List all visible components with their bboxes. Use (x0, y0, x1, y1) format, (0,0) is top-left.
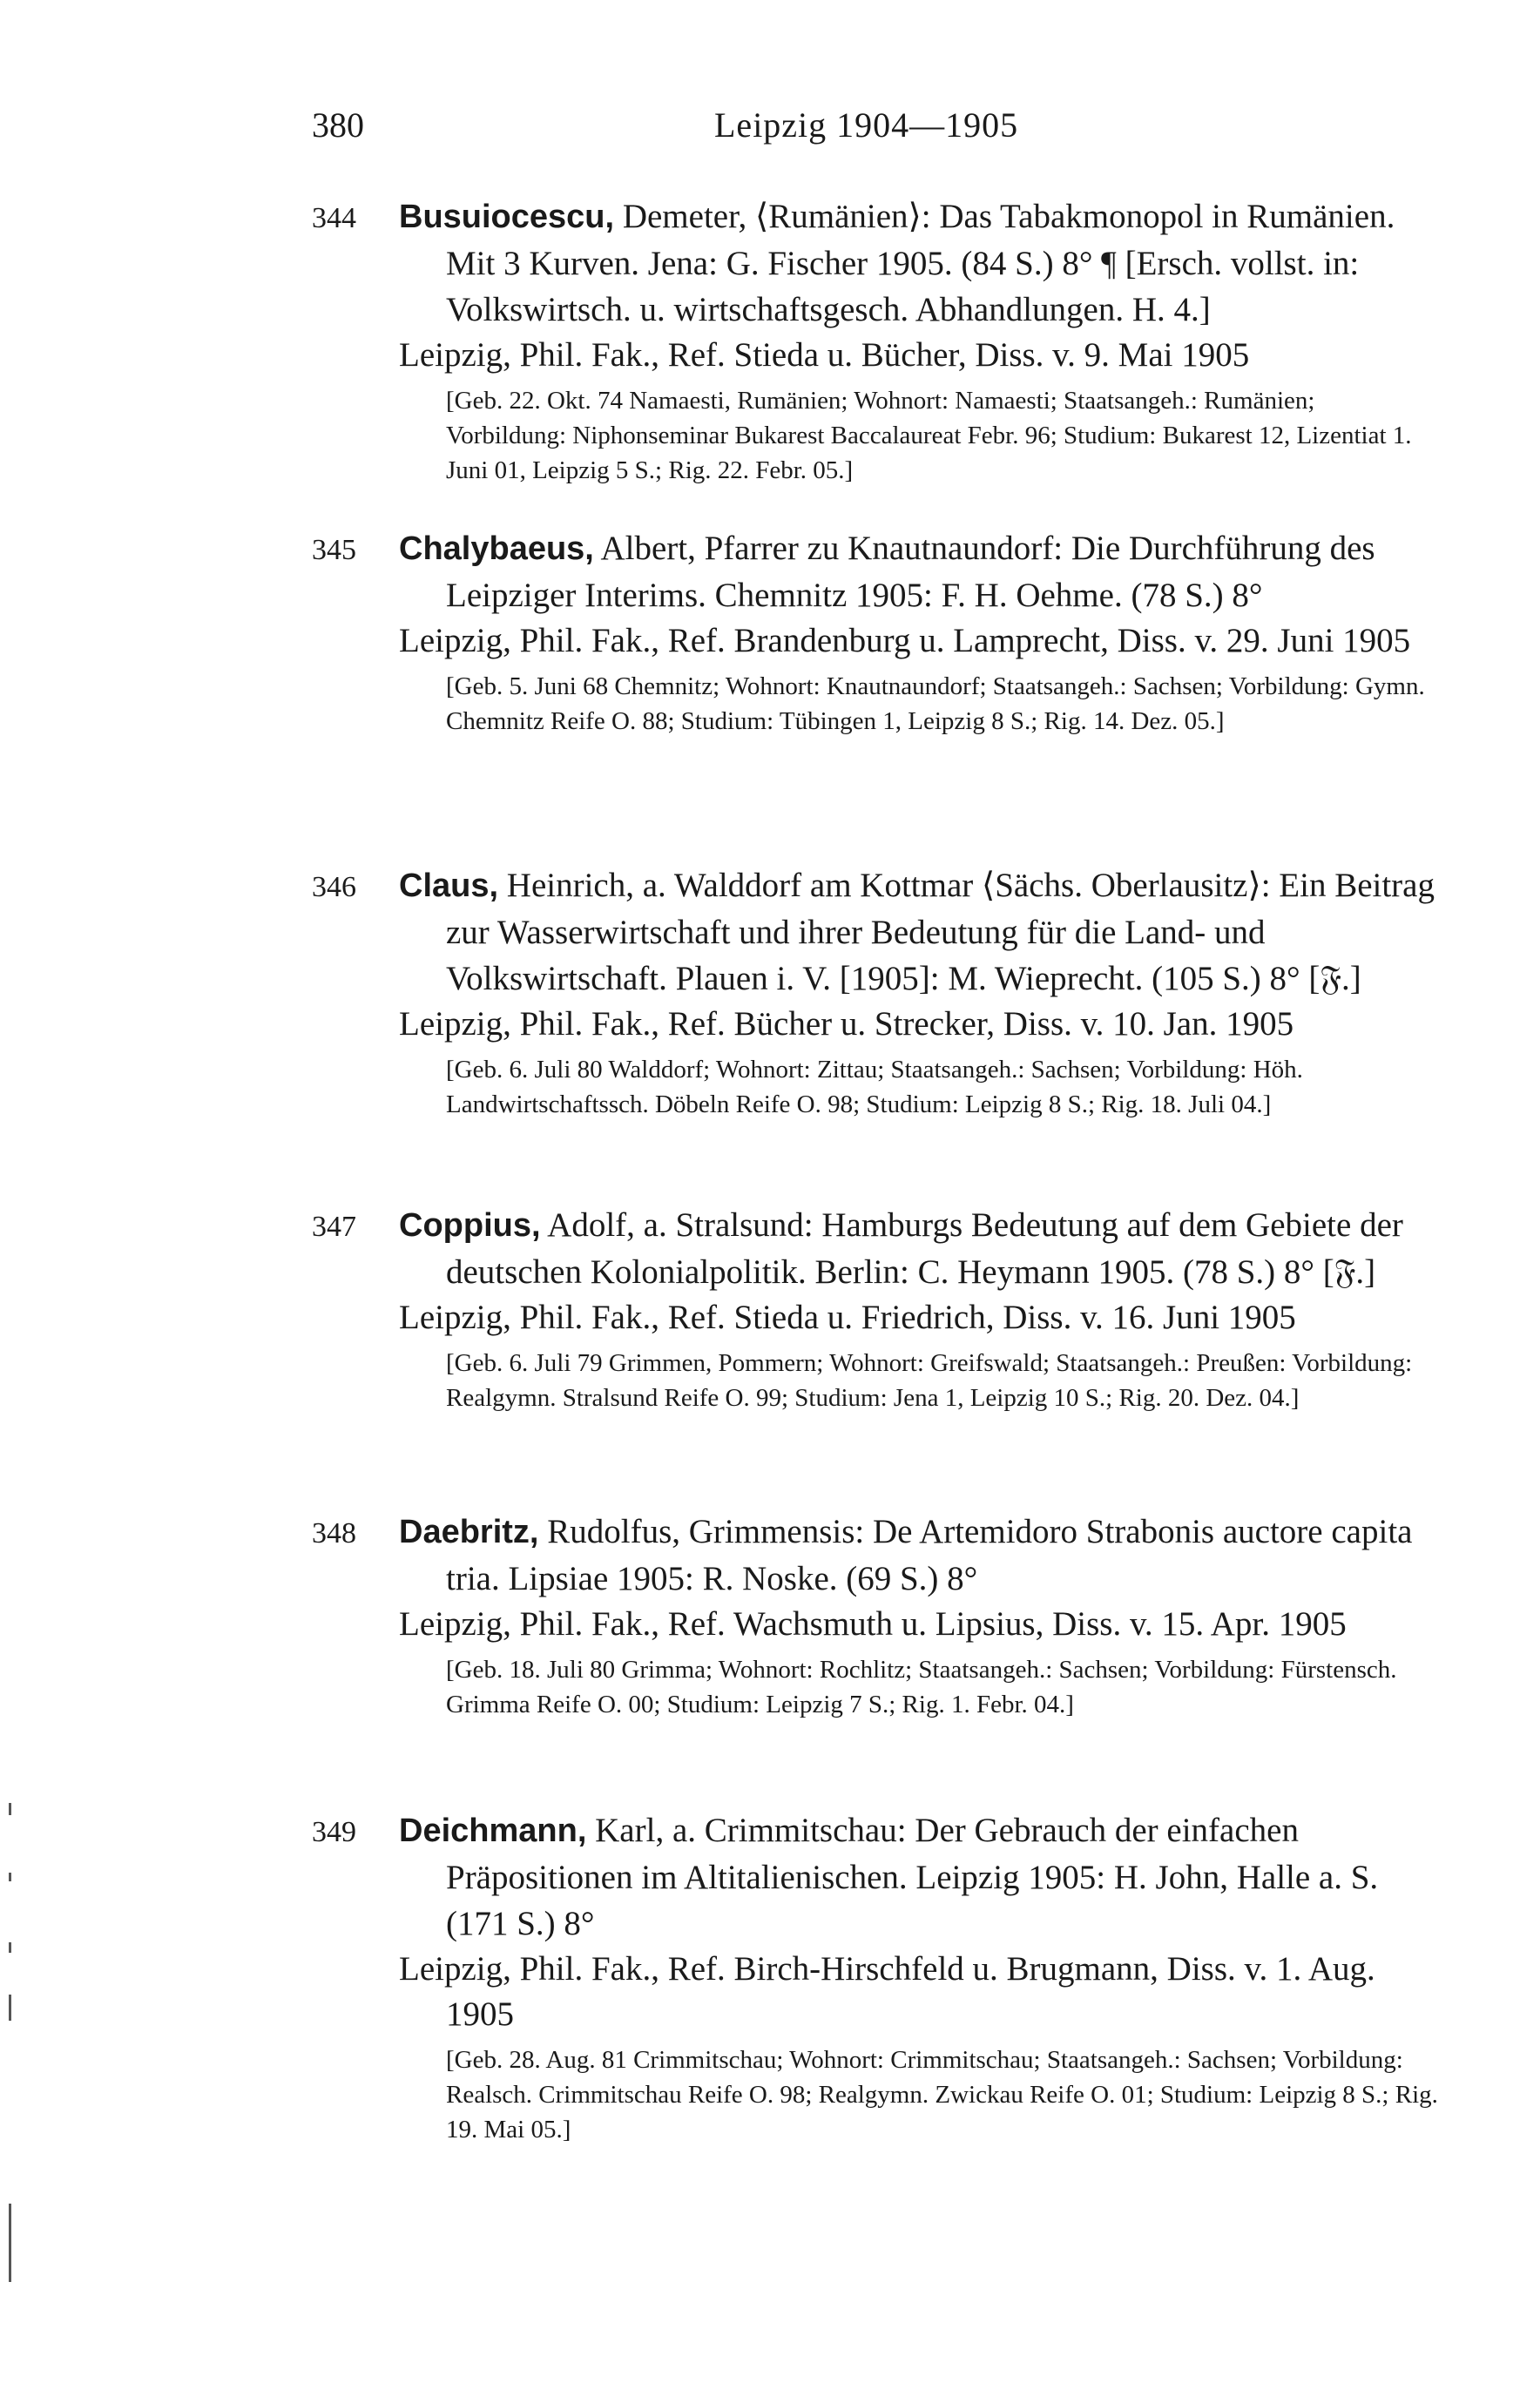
citation (399, 1509, 1440, 1602)
entry-number: 349 (312, 1816, 356, 1848)
entry-body (399, 1509, 1440, 1722)
faculty-line: Leipzig, Phil. Fak., Ref. Brandenburg u. Lamprecht, Diss. v. 29. Juni 1905 (399, 622, 1411, 659)
entry-number: 346 (312, 871, 356, 903)
faculty-line: Leipzig, Phil. Fak., Ref. Birch-Hirschfeld u. Brugmann, Diss. v. 1. Aug. 1905 (399, 1950, 1375, 2033)
vita: [Geb. 6. Juli 79 Grimmen, Pommern; Wohnort: Greifswald; Staatsangeh.: Preußen: Vorbildung: Realgymn. Stralsund Reife O. 99; Studium: Jena 1, Leipzig 10 S.; Rig. 20. Dez. 04.] (446, 1349, 1413, 1412)
citation-text: Demeter, ⟨Rumänien⟩: Das Tabakmonopol in Rumänien. Mit 3 Kurven. Jena: G. Fischer 1905. (84 S.) 8° ¶ [Ersch. vollst. in: Volkswirtsch. u. wirtschaftsgesch. Abhandlungen. H. 4.] (446, 198, 1395, 328)
author-name: Busuiocescu, (399, 199, 615, 235)
scan-margin-mark (9, 1995, 11, 2021)
vita: [Geb. 6. Juli 80 Walddorf; Wohnort: Zittau; Staatsangeh.: Sachsen; Vorbildung: Höh. Landwirtschaftssch. Döbeln Reife O. 98; Studium: Leipzig 8 S.; Rig. 18. Juli 04.] (446, 1056, 1303, 1118)
entry-number: 344 (312, 202, 356, 234)
citation-text: Adolf, a. Stralsund: Hamburgs Bedeutung auf dem Gebiete der deutschen Kolonialpolitik. Berlin: C. Heymann 1905. (78 S.) 8° [𝔉.] (446, 1206, 1403, 1291)
entry-number: 345 (312, 534, 356, 566)
citation-text: Heinrich, a. Walddorf am Kottmar ⟨Sächs. Oberlausitz⟩: Ein Beitrag zur Wasserwirtschaft und ihrer Bedeutung für die Land- und Volkswirtschaft. Plauen i. V. [1905]: M. Wieprecht. (105 S.) 8° [𝔉.] (446, 867, 1435, 997)
entry-number: 348 (312, 1517, 356, 1549)
vita: [Geb. 28. Aug. 81 Crimmitschau; Wohnort: Crimmitschau; Staatsangeh.: Sachsen; Vorbildung: Realsch. Crimmitschau Reife O. 98; Realgymn. Zwickau Reife O. 01; Studium: Leipzig 8 S.; Rig. 19. Mai 05.] (446, 2046, 1438, 2144)
entry-body (399, 525, 1440, 739)
author-name: Chalybaeus, (399, 530, 594, 567)
running-title: Leipzig 1904—1905 (714, 105, 1019, 145)
scan-margin-mark (9, 1942, 11, 1953)
entry-body (399, 1202, 1440, 1415)
entry-body (399, 1807, 1440, 2147)
faculty-line: Leipzig, Phil. Fak., Ref. Stieda u. Bücher, Diss. v. 9. Mai 1905 (399, 336, 1250, 374)
vita: [Geb. 18. Juli 80 Grimma; Wohnort: Rochlitz; Staatsangeh.: Sachsen; Vorbildung: Fürstensch. Grimma Reife O. 00; Studium: Leipzig 7 S.; Rig. 1. Febr. 04.] (446, 1656, 1397, 1718)
scan-margin-mark (9, 2204, 11, 2282)
scan-margin-mark (9, 1803, 11, 1815)
author-name: Deichmann, (399, 1813, 587, 1849)
faculty-line: Leipzig, Phil. Fak., Ref. Bücher u. Strecker, Diss. v. 10. Jan. 1905 (399, 1005, 1294, 1043)
entry-body (399, 862, 1440, 1122)
author-name: Coppius, (399, 1207, 541, 1244)
citation-text: Rudolfus, Grimmensis: De Artemidoro Strabonis auctore capita tria. Lipsiae 1905: R. Noske. (69 S.) 8° (446, 1513, 1413, 1597)
author-name: Daebritz, (399, 1514, 539, 1550)
vita: [Geb. 5. Juni 68 Chemnitz; Wohnort: Knautnaundorf; Staatsangeh.: Sachsen; Vorbildung: Gymn. Chemnitz Reife O. 88; Studium: Tübingen 1, Leipzig 8 S.; Rig. 14. Dez. 05.] (446, 672, 1425, 735)
citation-text: Albert, Pfarrer zu Knautnaundorf: Die Durchführung des Leipziger Interims. Chemnitz 1905: F. H. Oehme. (78 S.) 8° (446, 530, 1375, 614)
author-name: Claus, (399, 868, 499, 904)
entry-body (399, 193, 1440, 488)
citation (399, 525, 1440, 618)
citation-text: Karl, a. Crimmitschau: Der Gebrauch der einfachen Präpositionen im Altitalienischen. Leipzig 1905: H. John, Halle a. S. (171 S.) 8° (446, 1812, 1379, 1942)
vita: [Geb. 22. Okt. 74 Namaesti, Rumänien; Wohnort: Namaesti; Staatsangeh.: Rumänien; Vorbildung: Niphonseminar Bukarest Baccalaureat Febr. 96; Studium: Bukarest 12, Lizentiat 1. Juni 01, Leipzig 5 S.; Rig. 22. Febr. 05.] (446, 387, 1412, 484)
citation (399, 193, 1440, 333)
page-number: 380 (312, 105, 364, 145)
citation (399, 1807, 1440, 1947)
faculty-line: Leipzig, Phil. Fak., Ref. Wachsmuth u. Lipsius, Diss. v. 15. Apr. 1905 (399, 1605, 1347, 1643)
faculty-line: Leipzig, Phil. Fak., Ref. Stieda u. Friedrich, Diss. v. 16. Juni 1905 (399, 1299, 1296, 1336)
entry-number: 347 (312, 1211, 356, 1243)
scan-margin-mark (9, 1873, 11, 1881)
citation (399, 862, 1440, 1002)
citation (399, 1202, 1440, 1295)
